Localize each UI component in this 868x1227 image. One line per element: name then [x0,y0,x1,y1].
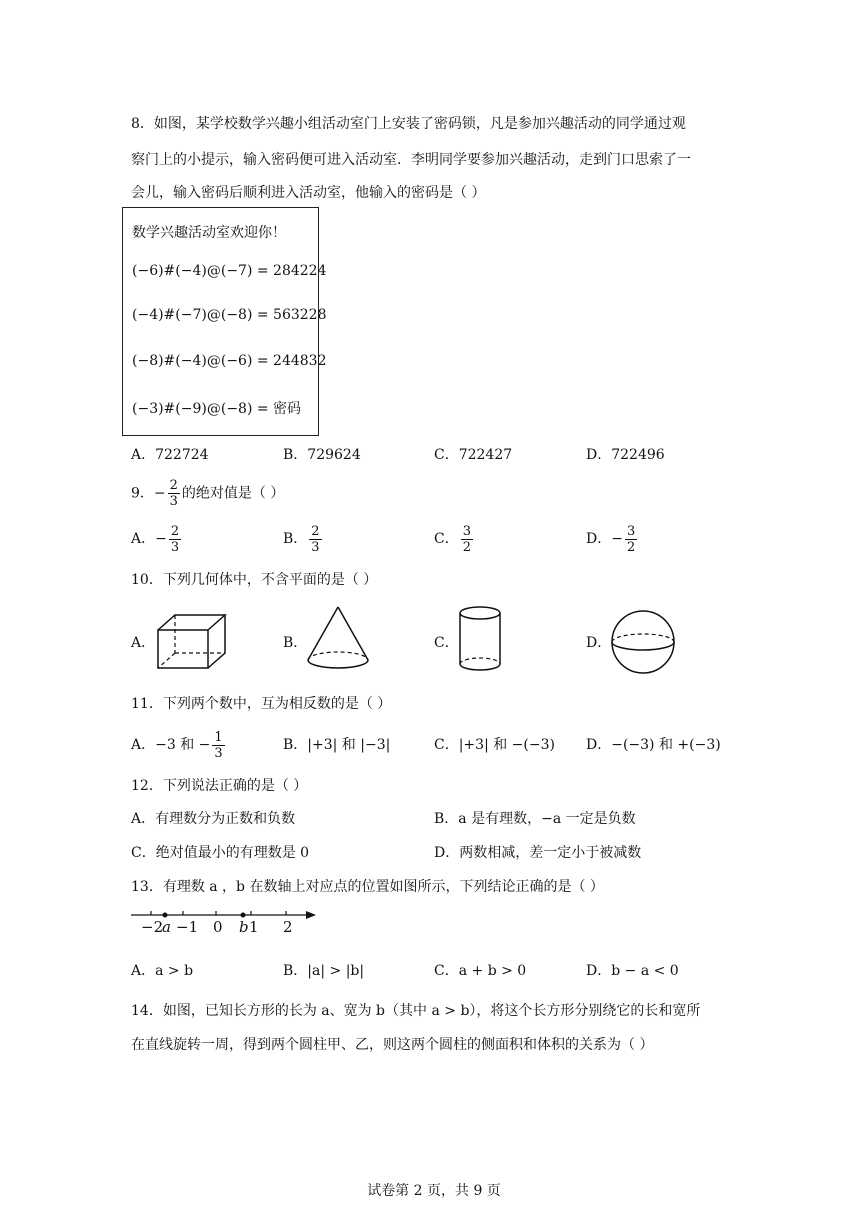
fraction-num: 2 [170,523,180,539]
q13-option-c[interactable]: C．a + b > 0 [434,963,527,979]
fraction-num: 2 [311,523,320,539]
q9-num: 2 [169,478,178,493]
q12-option-c[interactable]: C．绝对值最小的有理数是 0 [131,845,310,861]
hint-row: (−6)#(−4)@(−7) = 284224 [132,263,327,279]
q12-stem: 12．下列说法正确的是（ ） [131,778,308,794]
option-fraction [309,524,321,555]
q9-option-b[interactable] [283,521,324,557]
sphere-icon [610,609,680,675]
axis-label: 2 [283,918,293,936]
q13-option-b[interactable]: B．|a| > |b| [283,963,365,979]
fraction-den: 2 [462,539,471,555]
q11-option-d[interactable]: D．−(−3) 和 +(−3) [586,737,721,753]
q8-option-c[interactable]: C．722427 [434,447,513,463]
q9-stem [131,478,284,509]
axis-label-a: a [162,918,171,936]
q9-den: 3 [169,494,178,509]
q8-line3: 会儿，输入密码后顺利进入活动室，他输入的密码是（ ） [131,185,486,201]
option-fraction [461,524,473,555]
fraction-den: 3 [311,539,320,555]
q10-option-d[interactable]: D． [586,635,612,651]
q8-option-a[interactable]: A．722724 [131,447,209,463]
fraction-num: 3 [626,523,636,539]
fraction-num: 3 [462,523,471,539]
q9-option-a[interactable] [131,521,183,557]
q12-option-a[interactable]: A．有理数分为正数和负数 [131,811,296,827]
q9-option-d[interactable] [586,521,639,557]
axis-label: 0 [213,918,223,936]
axis-label: 1 [249,918,259,936]
q14-line1: 14．如图，已知长方形的长为 a、宽为 b（其中 a > b），将这个长方形分别绕它的长和宽所 [131,1003,701,1019]
option-sign: − [611,531,623,547]
q10-option-c[interactable]: C． [434,635,459,651]
hint-row: (−8)#(−4)@(−6) = 244832 [132,353,327,369]
fraction-num: 1 [214,729,223,745]
q10-option-a[interactable]: A． [131,635,156,651]
cone-icon [304,604,374,674]
q9-prefix: 9．− [131,485,166,502]
hint-row-password: (−3)#(−9)@(−8) = 密码 [132,401,302,417]
option-label: C． [434,531,459,547]
hint-row: (−4)#(−7)@(−8) = 563228 [132,307,327,323]
option-fraction [169,524,181,555]
q12-option-b[interactable]: B．a 是有理数，−a 一定是负数 [434,811,636,827]
q9-option-c[interactable] [434,521,475,557]
fraction-den: 3 [170,539,180,555]
q13-stem: 13．有理数 a ，b 在数轴上对应点的位置如图所示，下列结论正确的是（ ） [131,879,604,895]
axis-label: −2 [141,918,164,936]
q9-suffix: 的绝对值是（ ） [181,485,285,502]
q11-stem: 11．下列两个数中，互为相反数的是（ ） [131,696,392,712]
q9-fraction [168,478,180,509]
option-sign: − [155,531,167,547]
q13-option-d[interactable]: D．b − a < 0 [586,963,679,979]
q11-option-b[interactable]: B．|+3| 和 |−3| [283,737,391,753]
cylinder-icon [456,604,506,676]
option-text: −3 和 − [155,737,211,753]
q11-option-a[interactable] [131,727,227,763]
q8-option-d[interactable]: D．722496 [586,447,665,463]
q8-line1: 8．如图，某学校数学兴趣小组活动室门上安装了密码锁，凡是参加兴趣活动的同学通过观 [131,116,686,132]
axis-label-b: b [239,918,249,936]
password-hint-box [122,207,327,436]
q13-option-a[interactable]: A．a > b [131,963,194,979]
q12-option-d[interactable]: D．两数相减，差一定小于被减数 [434,845,642,861]
q10-stem: 10．下列几何体中，不含平面的是（ ） [131,572,378,588]
q8-option-b[interactable]: B．729624 [283,447,361,463]
fraction-den: 3 [214,745,223,761]
option-fraction [212,730,224,761]
option-fraction [625,524,637,555]
q10-option-b[interactable]: B． [283,635,308,651]
cube-icon [155,612,235,672]
option-label: A． [131,531,156,547]
hint-title: 数学兴趣活动室欢迎你！ [132,225,286,241]
option-label: D． [586,531,612,547]
q8-line2: 察门上的小提示，输入密码便可进入活动室．李明同学要参加兴趣活动，走到门口思索了一 [131,152,691,168]
page-footer: 试卷第 2 页，共 9 页 [367,1183,501,1199]
option-label: B． [283,531,308,547]
fraction-den: 2 [626,539,636,555]
axis-label: −1 [176,918,199,936]
option-label: A． [131,737,156,753]
q14-line2: 在直线旋转一周，得到两个圆柱甲、乙，则这两个圆柱的侧面积和体积的关系为（ ） [131,1037,654,1053]
q11-option-c[interactable]: C．|+3| 和 −(−3) [434,737,555,753]
